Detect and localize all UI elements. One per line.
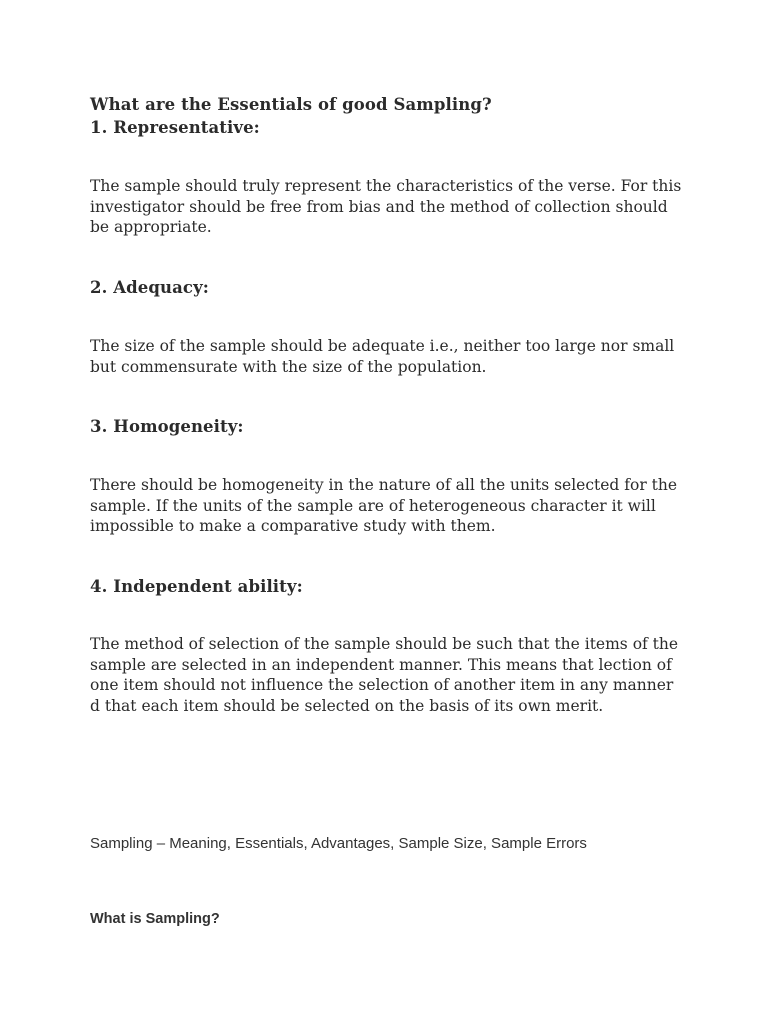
paragraph-line: The sample should truly represent the characteristics of the verse. For this (90, 177, 682, 195)
section-heading-representative: 1. Representative: (90, 118, 260, 137)
paragraph-line: investigator should be free from bias and the method of collection should (90, 197, 668, 216)
paragraph-line: impossible to make a comparative study with them. (90, 517, 496, 535)
section-heading-independent-ability: 4. Independent ability: (90, 577, 303, 596)
section-body-representative (90, 176, 690, 238)
paragraph-line: but commensurate with the size of the population. (90, 357, 487, 376)
paragraph-line: sample. If the units of the sample are of heterogeneous character it will (90, 496, 656, 515)
footer-title: Sampling – Meaning, Essentials, Advantages, Sample Size, Sample Errors (90, 835, 587, 852)
paragraph-line: sample are selected in an independent manner. This means that lection of (90, 655, 672, 674)
section-body-independent-ability (90, 634, 690, 716)
paragraph-line: be appropriate. (90, 218, 212, 236)
document-title: What are the Essentials of good Sampling? (90, 95, 492, 114)
section-body-homogeneity (90, 475, 690, 537)
section-heading-adequacy: 2. Adequacy: (90, 278, 209, 297)
paragraph-line: The size of the sample should be adequate i.e., neither too large nor small (90, 337, 675, 355)
footer-question: What is Sampling? (90, 911, 220, 927)
paragraph-line: There should be homogeneity in the nature of all the units selected for the (90, 476, 678, 494)
paragraph-line: d that each item should be selected on the basis of its own merit. (90, 696, 604, 715)
paragraph-line: one item should not influence the selection of another item in any manner (90, 676, 674, 694)
section-body-adequacy (90, 336, 690, 377)
section-heading-homogeneity: 3. Homogeneity: (90, 417, 244, 436)
paragraph-line: The method of selection of the sample should be such that the items of the (90, 635, 679, 653)
